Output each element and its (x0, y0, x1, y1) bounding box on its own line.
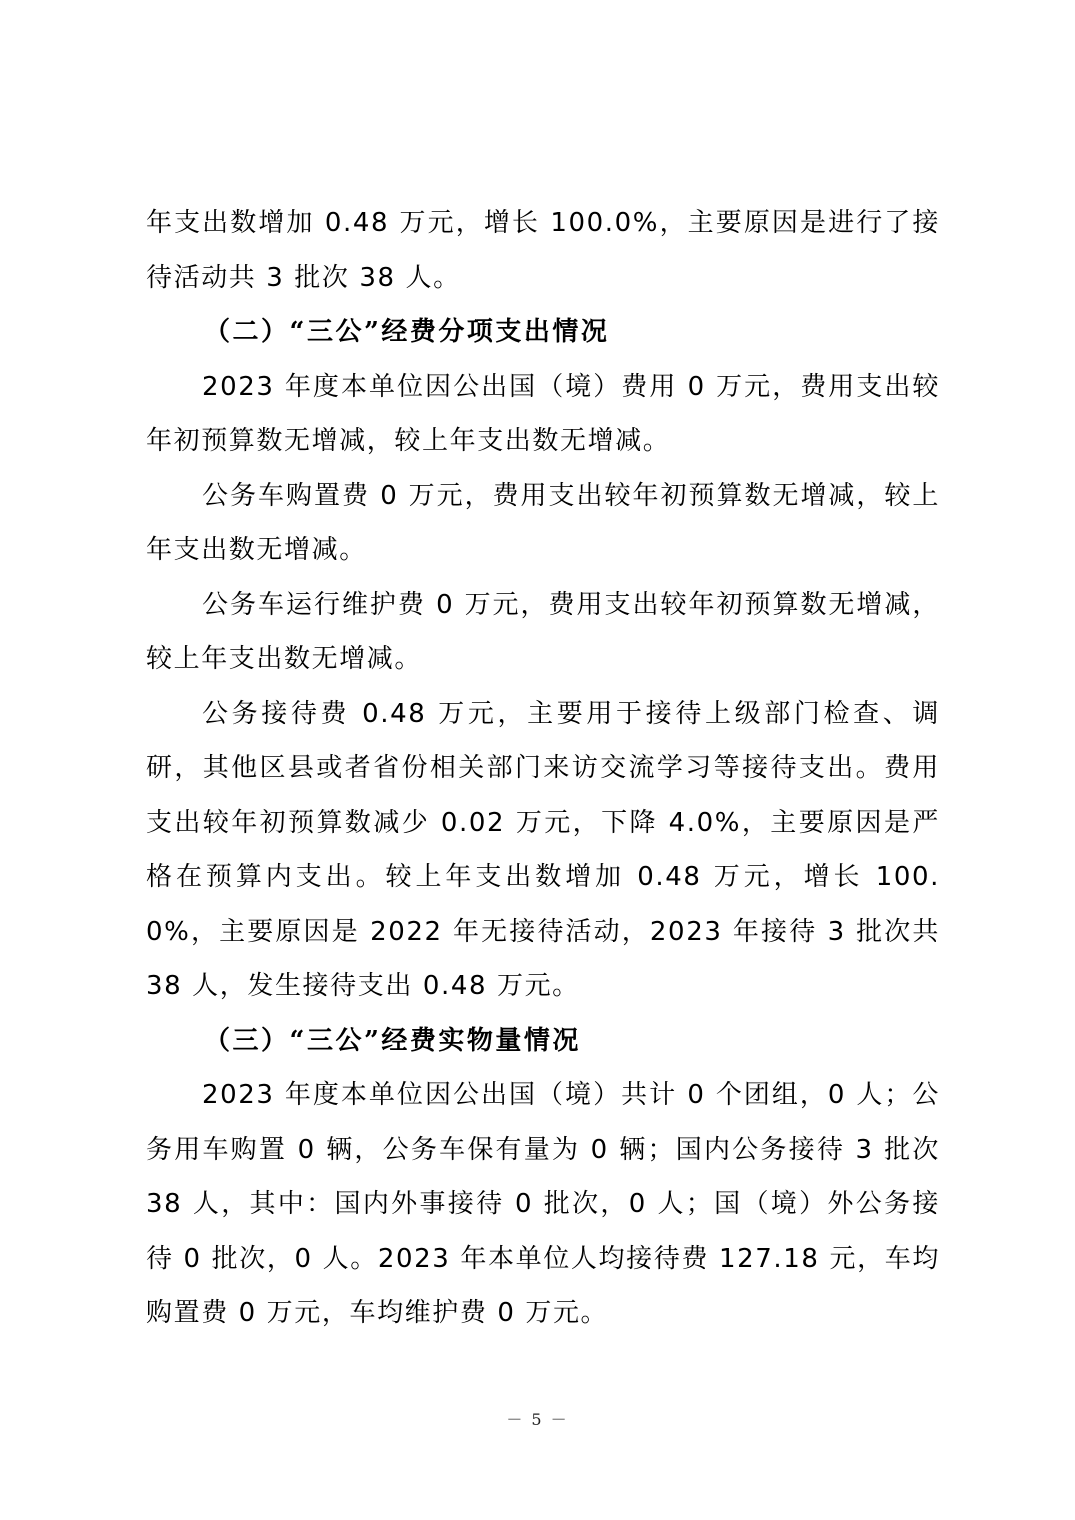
paragraph-official-reception: 公务接待费 0.48 万元，主要用于接待上级部门检查、调研，其他区县或者省份相关部门来访交流学习等接待支出。费用支出较年初预算数减少 0.02 万元，下降 4.0%，主要原因是严格在预算内支出。较上年支出数增加 0.48 万元，增长 100.0%，主要原因是 2022 年无接待活动，2023 年接待 3 批次共 38 人，发生接待支出 0.48 万元。 (146, 698, 940, 1001)
paragraph-physical-quantities: 2023 年度本单位因公出国（境）共计 0 个团组，0 人；公务用车购置 0 辆，公务车保有量为 0 辆；国内公务接待 3 批次 38 人，其中：国内外事接待 0 批次，0 人；国（境）外公务接待 0 批次，0 人。2023 年本单位人均接待费 127.18 元，车均购置费 0 万元，车均维护费 0 万元。 (146, 1080, 940, 1328)
continued-paragraph: 年支出数增加 0.48 万元，增长 100.0%，主要原因是进行了接待活动共 3 批次 38 人。 (146, 208, 940, 293)
paragraph-vehicle-purchase: 公务车购置费 0 万元，费用支出较年初预算数无增减，较上年支出数无增减。 (146, 480, 940, 565)
document-body (146, 196, 940, 1341)
page-number: － 5 － (506, 1410, 569, 1429)
section-heading-physical-quantities: （三）“三公”经费实物量情况 (204, 1025, 581, 1056)
paragraph-vehicle-maintenance: 公务车运行维护费 0 万元，费用支出较年初预算数无增减，较上年支出数无增减。 (146, 589, 940, 674)
paragraph-overseas-travel: 2023 年度本单位因公出国（境）费用 0 万元，费用支出较年初预算数无增减，较上年支出数无增减。 (146, 371, 940, 456)
section-heading-expense-breakdown: （二）“三公”经费分项支出情况 (204, 317, 610, 347)
